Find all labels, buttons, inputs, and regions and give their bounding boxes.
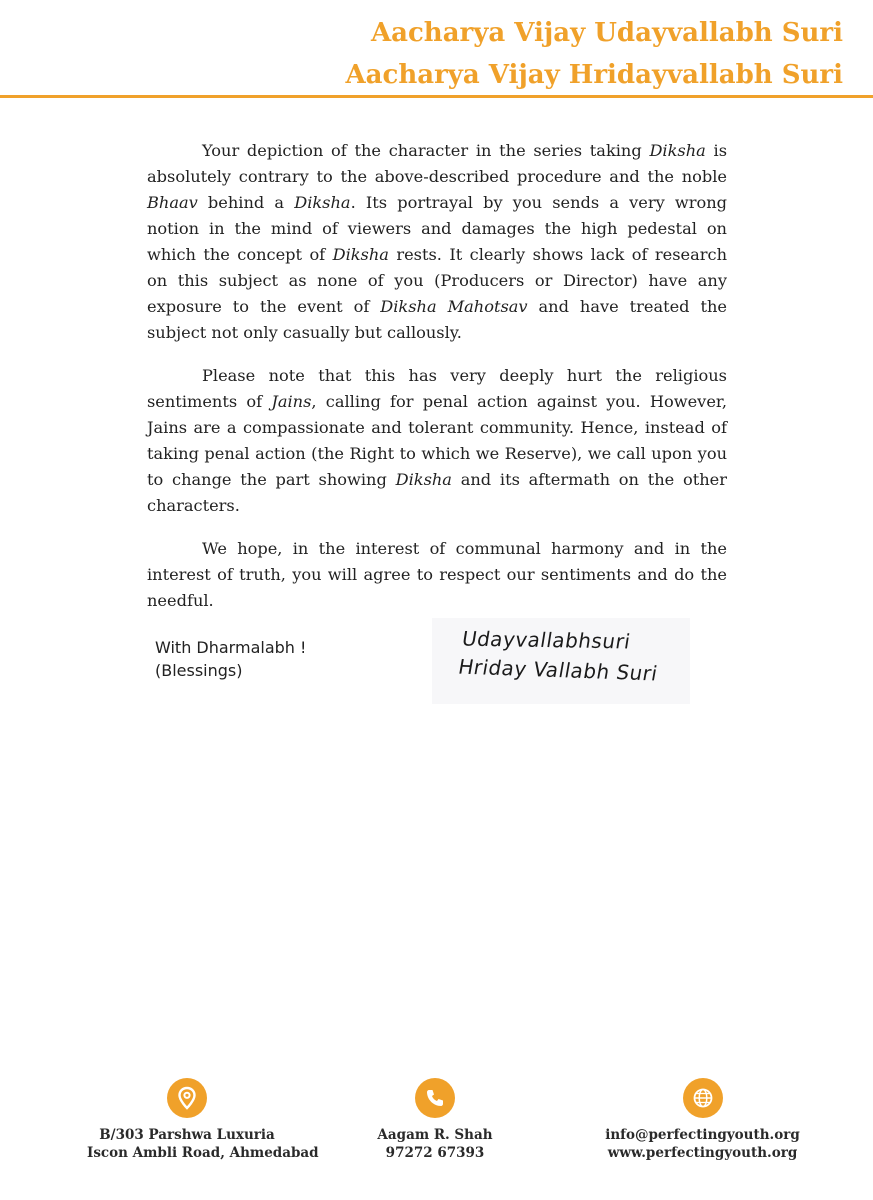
- text-run: and its aftermath on the other characters.: [147, 470, 727, 515]
- text-run: Your depiction of the character in the series taking: [202, 141, 650, 160]
- letterhead: [345, 12, 843, 96]
- emphasized-term: Diksha: [649, 141, 706, 160]
- closing-blessings: (Blessings): [155, 661, 243, 680]
- paragraph-3: [147, 536, 727, 614]
- letterhead-name-2: Aacharya Vijay Hridayvallabh Suri: [345, 60, 843, 90]
- website-link[interactable]: www.perfectingyouth.org: [607, 1145, 798, 1161]
- text-run: . Its portrayal by you sends a very wrong notion in the mind of viewers and damages the high pedestal on which the concept of: [147, 193, 728, 264]
- signature: [432, 618, 690, 704]
- email-link[interactable]: info@perfectingyouth.org: [605, 1127, 800, 1143]
- text-run: behind a: [197, 193, 295, 212]
- text-run: Please note that this has very deeply hurt the religious sentiments of: [147, 366, 727, 411]
- emphasized-term: Diksha Mahotsav: [380, 297, 528, 316]
- footer-web: [605, 1078, 800, 1162]
- letterhead-name-1: Aacharya Vijay Udayvallabh Suri: [370, 18, 843, 48]
- emphasized-term: Jains: [271, 392, 312, 411]
- location-pin-icon: [167, 1078, 207, 1118]
- emphasized-term: Diksha: [395, 470, 452, 489]
- text-run: and have treated the subject not only casually but callously.: [147, 297, 727, 342]
- text-run: is absolutely contrary to the above-described procedure and the noble: [147, 141, 727, 186]
- footer-contact: [365, 1078, 505, 1162]
- emphasized-term: Bhaav: [147, 193, 198, 212]
- globe-icon: [683, 1078, 723, 1118]
- text-run: We hope, in the interest of communal harmony and in the interest of truth, you will agree to respect our sentiments and do the needful.: [147, 539, 727, 610]
- contact-name: Aagam R. Shah: [377, 1127, 493, 1143]
- signature-line-2: Hriday Vallabh Suri: [456, 654, 660, 686]
- emphasized-term: Diksha: [332, 245, 389, 264]
- text-run: , calling for penal action against you. However, Jains are a compassionate and tolerant community. Hence, instead of taking penal action (the Right to which we Reserve), we call upon you to change the part showing: [147, 392, 727, 489]
- text-run: rests. It clearly shows lack of research on this subject as none of you (Producers or Director) have any exposure to the event of: [147, 245, 728, 316]
- closing-salutation: With Dharmalabh !: [155, 638, 307, 657]
- address-line-2: Iscon Ambli Road, Ahmedabad: [87, 1145, 319, 1161]
- address-line-1: B/303 Parshwa Luxuria: [99, 1127, 275, 1143]
- paragraph-1: [147, 138, 727, 346]
- contact-phone[interactable]: 97272 67393: [385, 1145, 485, 1161]
- emphasized-term: Diksha: [294, 193, 351, 212]
- footer-address: [87, 1078, 319, 1162]
- header-divider: [0, 95, 873, 98]
- letter-body: [147, 138, 727, 631]
- phone-icon: [415, 1078, 455, 1118]
- signature-line-1: Udayvallabhsuri: [460, 626, 633, 654]
- paragraph-2: [147, 363, 727, 519]
- closing: [155, 636, 306, 682]
